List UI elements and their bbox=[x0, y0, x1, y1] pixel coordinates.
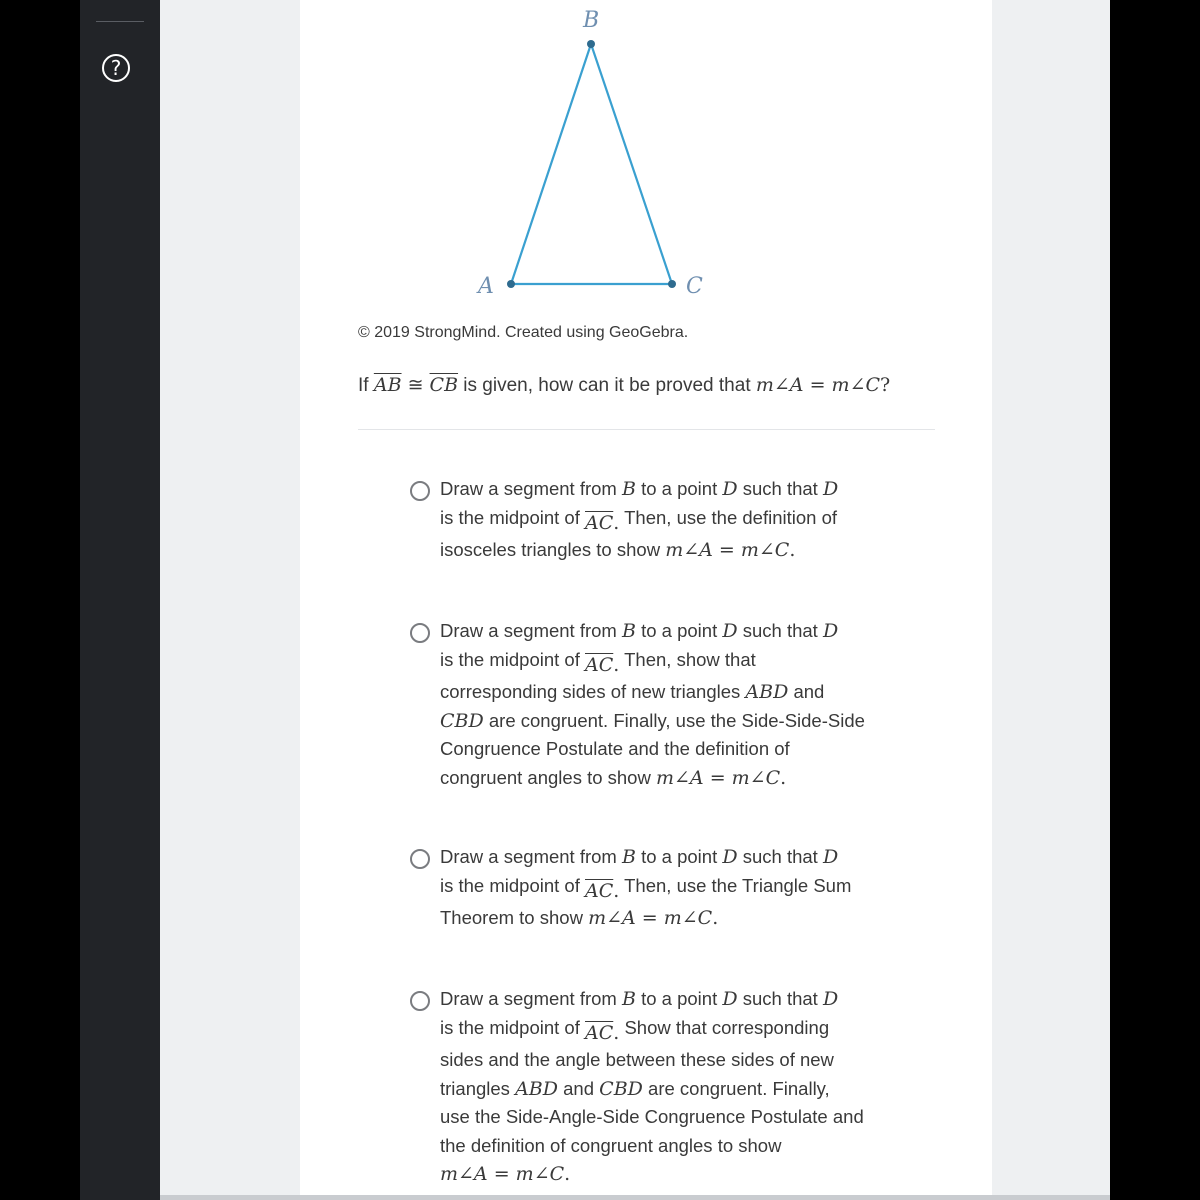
answer-option-text: Draw a segment from B to a point D such that D is the midpoint of $\overline{AC}$. Then, use the definition of isosceles triangles to show m∠A = m∠C. bbox=[440, 478, 839, 561]
radio-button[interactable] bbox=[410, 481, 430, 501]
point-b bbox=[587, 40, 595, 48]
label-a: A bbox=[478, 274, 494, 299]
answer-option-text: Draw a segment from B to a point D such that D is the midpoint of $\overline{AC}$. Then, use the Triangle Sum Theorem to show m∠A = m∠C. bbox=[440, 846, 852, 929]
segment-bc bbox=[591, 44, 672, 284]
segment-ab bbox=[511, 44, 591, 284]
question-divider bbox=[358, 429, 935, 430]
radio-button[interactable] bbox=[410, 991, 430, 1011]
radio-button[interactable] bbox=[410, 623, 430, 643]
point-c bbox=[668, 280, 676, 288]
label-c: C bbox=[686, 274, 703, 299]
label-b: B bbox=[583, 8, 600, 33]
radio-button[interactable] bbox=[410, 849, 430, 869]
question-text: If $\overline{AB}$ ≅ $\overline{CB}$ is given, how can it be proved that m∠A = m∠C? bbox=[358, 374, 891, 396]
segment-ab-label: $\overline{AB}$ bbox=[373, 374, 402, 396]
answer-option-4[interactable] bbox=[410, 985, 880, 1189]
answer-option-1[interactable] bbox=[410, 475, 880, 565]
point-a bbox=[507, 280, 515, 288]
help-icon[interactable]: ? bbox=[102, 54, 130, 82]
answer-option-3[interactable] bbox=[410, 843, 880, 933]
image-credit: © 2019 StrongMind. Created using GeoGebra. bbox=[358, 324, 689, 341]
answer-option-text: Draw a segment from B to a point D such that D is the midpoint of $\overline{AC}$. Then, show that corresponding sides of new triangles ABD and CBD are congruent. Finally, use the Side-Side-Side Congruence Postulate and the definition of congruent angles to show m∠A = m∠C. bbox=[440, 620, 865, 789]
segment-cb-label: $\overline{CB}$ bbox=[429, 374, 459, 396]
bottom-scroll-edge bbox=[160, 1195, 1110, 1200]
triangle-figure bbox=[0, 0, 1200, 320]
answer-option-2[interactable] bbox=[410, 617, 880, 792]
answer-option-text: Draw a segment from B to a point D such that D is the midpoint of $\overline{AC}$. Show that corresponding sides and the angle between these sides of new triangles ABD and CBD are congruent. Finally, use the Side-Angle-Side Congruence Postulate and the definition of congruent angles to show m∠A = m∠C. bbox=[440, 988, 864, 1185]
